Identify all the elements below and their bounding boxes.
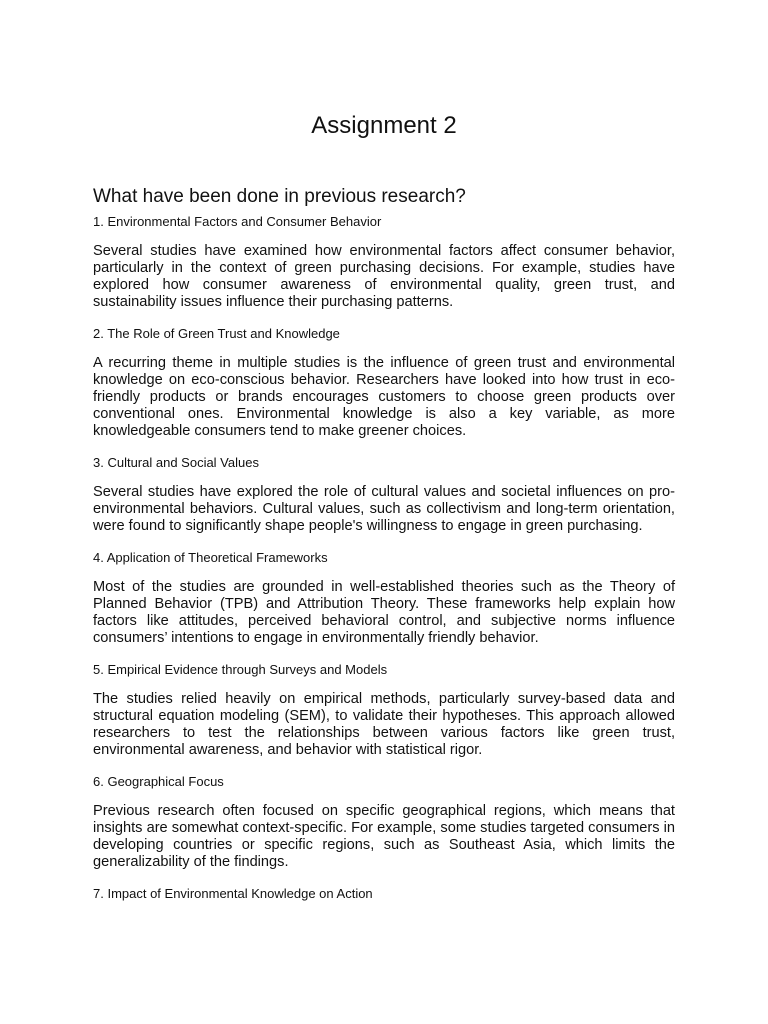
section-paragraph: Several studies have examined how environmental factors affect consumer behavior, particularly in the context of green purchasing decisions. For example, studies have explored how consumer awareness of environmental quality, green trust, and sustainability issues influence their purchasing patterns. [93,243,675,310]
section-2 [93,325,675,440]
section-heading: 2. The Role of Green Trust and Knowledge [93,326,340,341]
section-heading: 5. Empirical Evidence through Surveys and Models [93,662,388,677]
section-heading: 7. Impact of Environmental Knowledge on Action [93,886,373,901]
section-5 [93,661,675,759]
section-paragraph: Previous research often focused on specific geographical regions, which means that insights are somewhat context-specific. For example, some studies targeted consumers in developing countries or specific regions, such as Southeast Asia, which limits the generalizability of the findings. [93,803,675,870]
section-6 [93,773,675,871]
section-heading: 1. Environmental Factors and Consumer Behavior [93,214,382,229]
section-heading: 3. Cultural and Social Values [93,455,259,470]
section-heading: 4. Application of Theoretical Frameworks [93,550,328,565]
section-1 [93,213,675,311]
sections-list [93,213,675,917]
section-3 [93,454,675,535]
document-subtitle: What have been done in previous research? [93,186,466,207]
document-title: Assignment 2 [311,112,457,139]
section-paragraph: Most of the studies are grounded in well-established theories such as the Theory of Planned Behavior (TPB) and Attribution Theory. These frameworks help explain how factors like attitudes, perceived behavioral control, and subjective norms influence consumers’ intentions to engage in environmentally friendly behavior. [93,579,675,646]
section-7 [93,885,675,903]
section-paragraph: Several studies have explored the role of cultural values and societal influences on pro-environmental behaviors. Cultural values, such as collectivism and long-term orientation, were found to significantly shape people's willingness to engage in green purchasing. [93,484,675,534]
section-paragraph: A recurring theme in multiple studies is the influence of green trust and environmental knowledge on eco-conscious behavior. Researchers have looked into how trust in eco-friendly products or brands encourages customers to choose green products over conventional ones. Environmental knowledge is also a key variable, as more knowledgeable consumers tend to make greener choices. [93,355,675,439]
section-heading: 6. Geographical Focus [93,774,224,789]
section-paragraph: The studies relied heavily on empirical methods, particularly survey-based data and structural equation modeling (SEM), to validate their hypotheses. This approach allowed researchers to test the relationships between various factors like green trust, environmental awareness, and behavior with statistical rigor. [93,691,675,758]
section-4 [93,549,675,647]
